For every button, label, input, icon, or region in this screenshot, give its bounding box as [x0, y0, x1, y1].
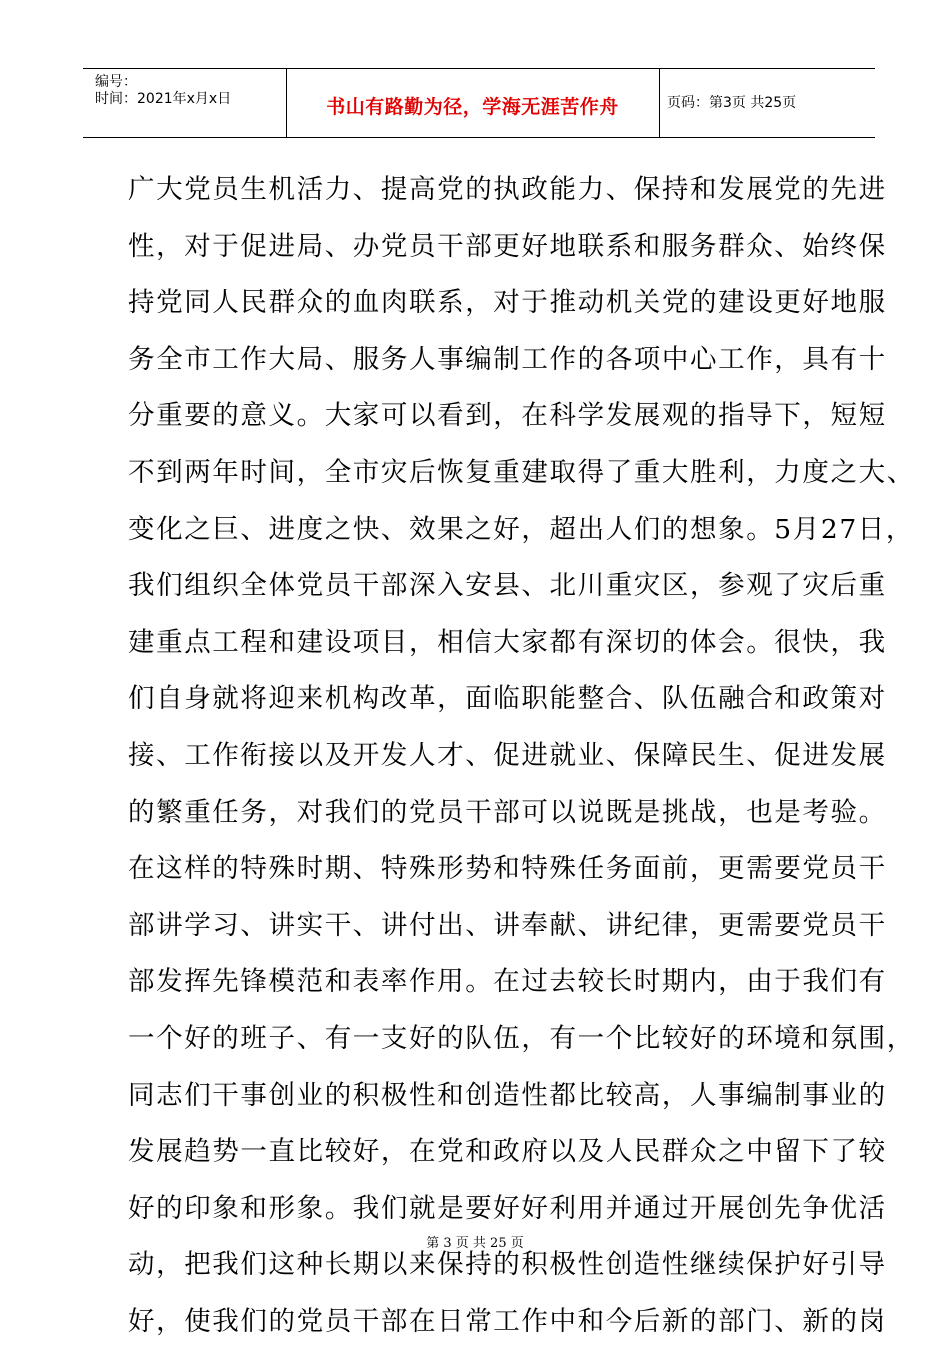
body-line: 务全市工作大局、服务人事编制工作的各项中心工作，具有十: [128, 343, 887, 375]
header-left-cell: [83, 69, 287, 137]
body-line: 部发挥先锋模范和表率作用。在过去较长时期内，由于我们有: [128, 966, 887, 998]
body-line: 在这样的特殊时期、特殊形势和特殊任务面前，更需要党员干: [128, 853, 887, 885]
body-line: 好，使我们的党员干部在日常工作中和今后新的部门、新的岗: [128, 1305, 887, 1337]
page-label: 页码：第3页 共25页: [667, 95, 797, 111]
body-line: 变化之巨、进度之快、效果之好，超出人们的想象。5月27日，: [128, 513, 914, 545]
body-line: 们自身就将迎来机构改革，面临职能整合、队伍融合和政策对: [128, 683, 887, 715]
time-label: 时间：2021年x月x日: [95, 91, 232, 107]
body-line: 动，把我们这种长期以来保持的积极性创造性继续保护好引导: [128, 1249, 887, 1281]
body-line: 好的印象和形象。我们就是要好好利用并通过开展创先争优活: [128, 1192, 887, 1224]
header-table: [83, 68, 875, 138]
motto-text: 书山有路勤为径，学海无涯苦作舟: [326, 96, 619, 118]
body-line: 持党同人民群众的血肉联系，对于推动机关党的建设更好地服: [128, 287, 887, 319]
body-line: 的繁重任务，对我们的党员干部可以说既是挑战，也是考验。: [128, 796, 887, 828]
body-line: 分重要的意义。大家可以看到，在科学发展观的指导下，短短: [128, 400, 887, 432]
body-line: 建重点工程和建设项目，相信大家都有深切的体会。很快，我: [128, 626, 887, 658]
body-line: 广大党员生机活力、提高党的执政能力、保持和发展党的先进: [128, 174, 887, 205]
header-motto-cell: [286, 69, 660, 137]
body-line: 性，对于促进局、办党员干部更好地联系和服务群众、始终保: [128, 230, 887, 262]
body-line: 同志们干事创业的积极性和创造性都比较高，人事编制事业的: [128, 1079, 887, 1111]
body-line: 接、工作衔接以及开发人才、促进就业、保障民生、促进发展: [128, 739, 887, 771]
page-footer: 第 3 页 共 25 页: [426, 1236, 524, 1251]
body-text: [128, 162, 915, 1350]
body-line: 我们组织全体党员干部深入安县、北川重灾区，参观了灾后重: [128, 570, 887, 602]
serial-label: 编号：: [95, 74, 137, 90]
header-right-cell: [659, 69, 875, 137]
body-line: 发展趋势一直比较好，在党和政府以及人民群众之中留下了较: [128, 1136, 887, 1168]
body-line: 不到两年时间，全市灾后恢复重建取得了重大胜利，力度之大、: [128, 456, 915, 488]
body-line: 一个好的班子、有一支好的队伍，有一个比较好的环境和氛围，: [128, 1022, 915, 1054]
body-line: 部讲学习、讲实干、讲付出、讲奉献、讲纪律，更需要党员干: [128, 909, 887, 941]
